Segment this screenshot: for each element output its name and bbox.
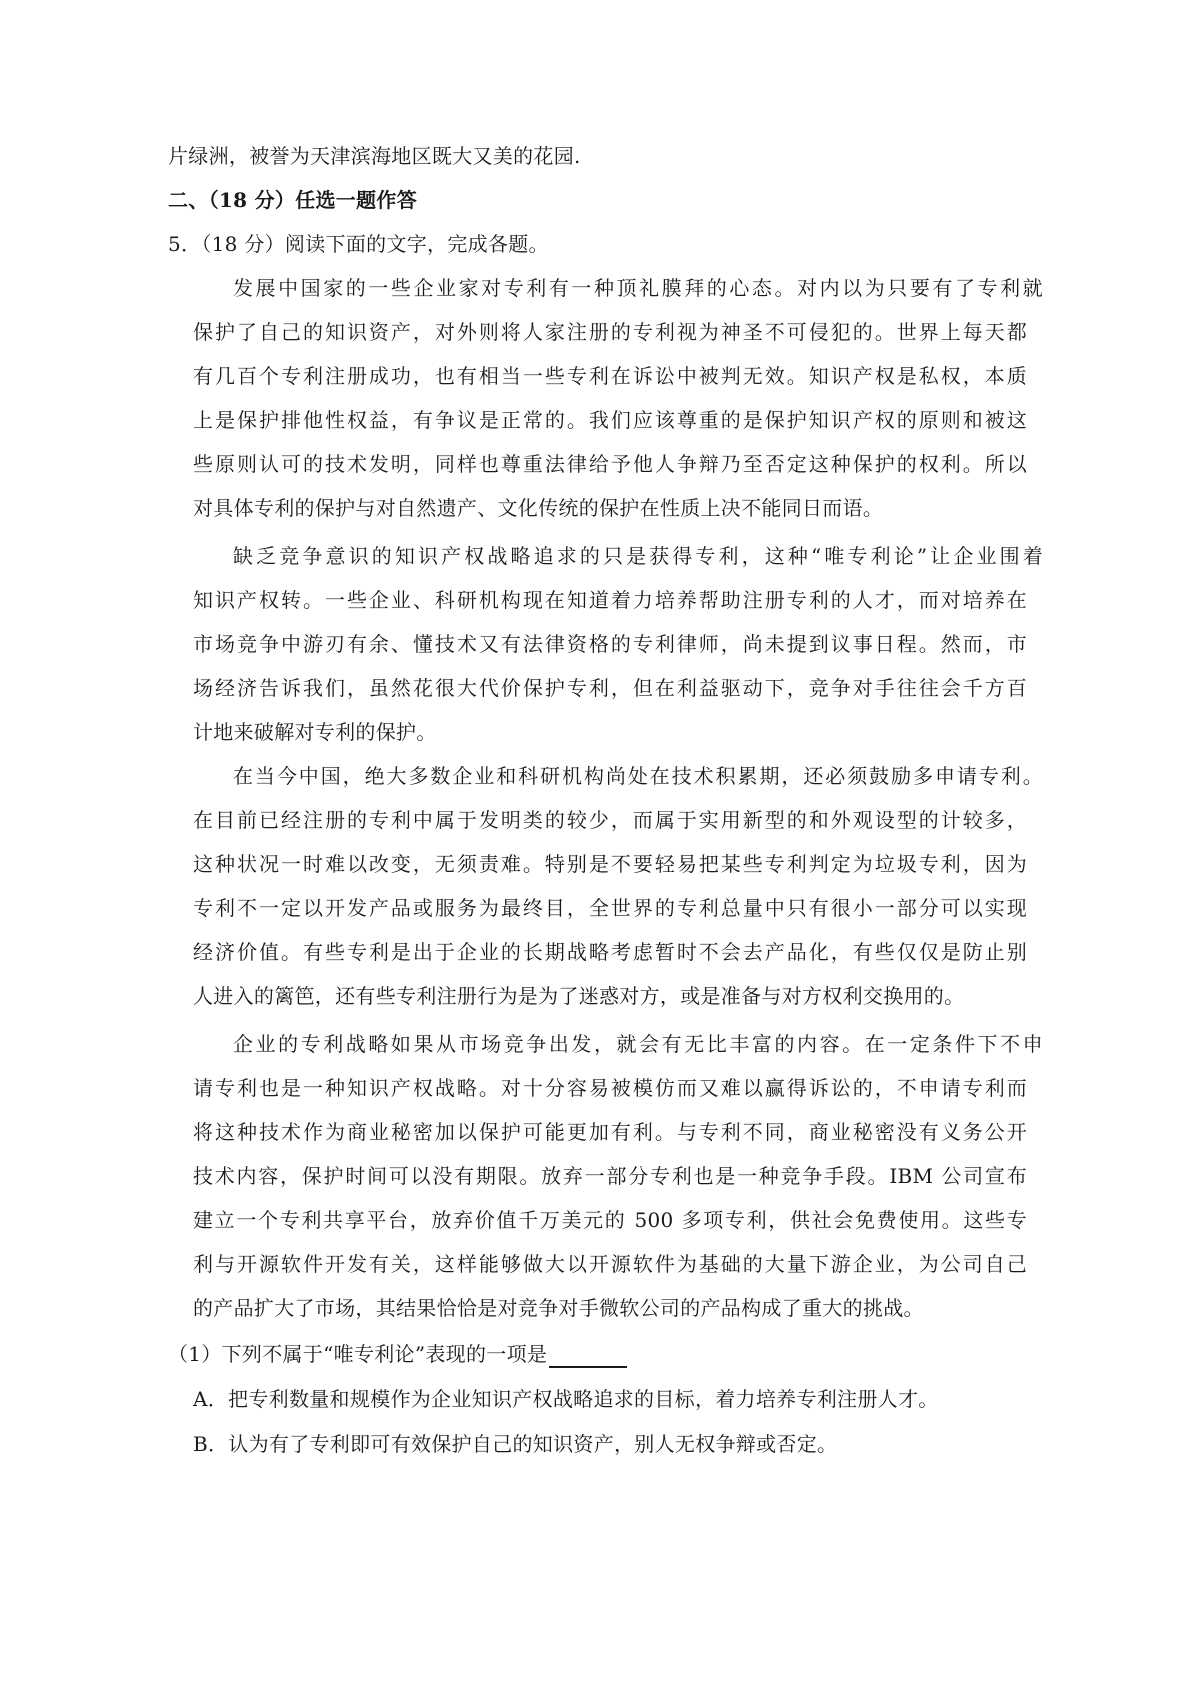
passage-line: 人进入的篱笆，还有些专利注册行为是为了迷惑对方，或是准备与对方权利交换用的。 bbox=[193, 984, 965, 1008]
passage-line: 技术内容，保护时间可以没有期限。放弃一部分专利也是一种竞争手段。IBM 公司宣布 bbox=[193, 1164, 1027, 1188]
passage-line: 专利不一定以开发产品或服务为最终目，全世界的专利总量中只有很小一部分可以实现 bbox=[193, 896, 1027, 920]
passage-line: 有几百个专利注册成功，也有相当一些专利在诉讼中被判无效。知识产权是私权，本质 bbox=[193, 364, 1027, 388]
passage-line: 建立一个专利共享平台，放弃价值千万美元的 500 多项专利，供社会免费使用。这些专 bbox=[193, 1208, 1027, 1232]
passage-line: 发展中国家的一些企业家对专利有一种顶礼膜拜的心态。对内以为只要有了专利就 bbox=[233, 276, 1043, 300]
passage-line: 利与开源软件开发有关，这样能够做大以开源软件为基础的大量下游企业，为公司自己 bbox=[193, 1252, 1027, 1276]
passage-line: 的产品扩大了市场，其结果恰恰是对竞争对手微软公司的产品构成了重大的挑战。 bbox=[193, 1296, 924, 1320]
passage-line: 在当今中国，绝大多数企业和科研机构尚处在技术积累期，还必须鼓励多申请专利。 bbox=[233, 764, 1043, 788]
passage-line: 些原则认可的技术发明，同样也尊重法律给予他人争辩乃至否定这种保护的权利。所以 bbox=[193, 452, 1027, 476]
passage-line: 知识产权转。一些企业、科研机构现在知道着力培养帮助注册专利的人才，而对培养在 bbox=[193, 588, 1027, 612]
section-heading: 二、（18 分）任选一题作答 bbox=[168, 188, 417, 212]
passage-line: 缺乏竞争意识的知识产权战略追求的只是获得专利，这种“唯专利论”让企业围着 bbox=[233, 544, 1043, 568]
sub-question-stem bbox=[168, 1340, 627, 1368]
passage-line: 经济价值。有些专利是出于企业的长期战略考虑暂时不会去产品化，有些仅仅是防止别 bbox=[193, 940, 1027, 964]
continuation-line: 片绿洲，被誉为天津滨海地区既大又美的花园. bbox=[168, 144, 581, 168]
passage-line: 保护了自己的知识资产，对外则将人家注册的专利视为神圣不可侵犯的。世界上每天都 bbox=[193, 320, 1027, 344]
option-a: A．把专利数量和规模作为企业知识产权战略追求的目标，着力培养专利注册人才。 bbox=[193, 1387, 939, 1411]
passage-line: 请专利也是一种知识产权战略。对十分容易被模仿而又难以赢得诉讼的，不申请专利而 bbox=[193, 1076, 1027, 1100]
question-instruction: 5．（18 分）阅读下面的文字，完成各题。 bbox=[168, 232, 549, 256]
passage-line: 计地来破解对专利的保护。 bbox=[193, 720, 437, 744]
passage-line: 对具体专利的保护与对自然遗产、文化传统的保护在性质上决不能同日而语。 bbox=[193, 496, 884, 520]
passage-line: 将这种技术作为商业秘密加以保护可能更加有利。与专利不同，商业秘密没有义务公开 bbox=[193, 1120, 1027, 1144]
answer-blank bbox=[549, 1346, 627, 1368]
option-b: B．认为有了专利即可有效保护自己的知识资产，别人无权争辩或否定。 bbox=[193, 1432, 838, 1456]
passage-line: 在目前已经注册的专利中属于发明类的较少，而属于实用新型的和外观设型的计较多， bbox=[193, 808, 1027, 832]
sub-question-stem-text: （1）下列不属于“唯专利论”表现的一项是 bbox=[168, 1342, 548, 1366]
passage-line: 市场竞争中游刃有余、懂技术又有法律资格的专利律师，尚未提到议事日程。然而，市 bbox=[193, 632, 1027, 656]
passage-line: 上是保护排他性权益，有争议是正常的。我们应该尊重的是保护知识产权的原则和被这 bbox=[193, 408, 1027, 432]
passage-line: 场经济告诉我们，虽然花很大代价保护专利，但在利益驱动下，竞争对手往往会千方百 bbox=[193, 676, 1027, 700]
passage-line: 企业的专利战略如果从市场竞争出发，就会有无比丰富的内容。在一定条件下不申 bbox=[233, 1032, 1043, 1056]
passage-line: 这种状况一时难以改变，无须责难。特别是不要轻易把某些专利判定为垃圾专利，因为 bbox=[193, 852, 1027, 876]
